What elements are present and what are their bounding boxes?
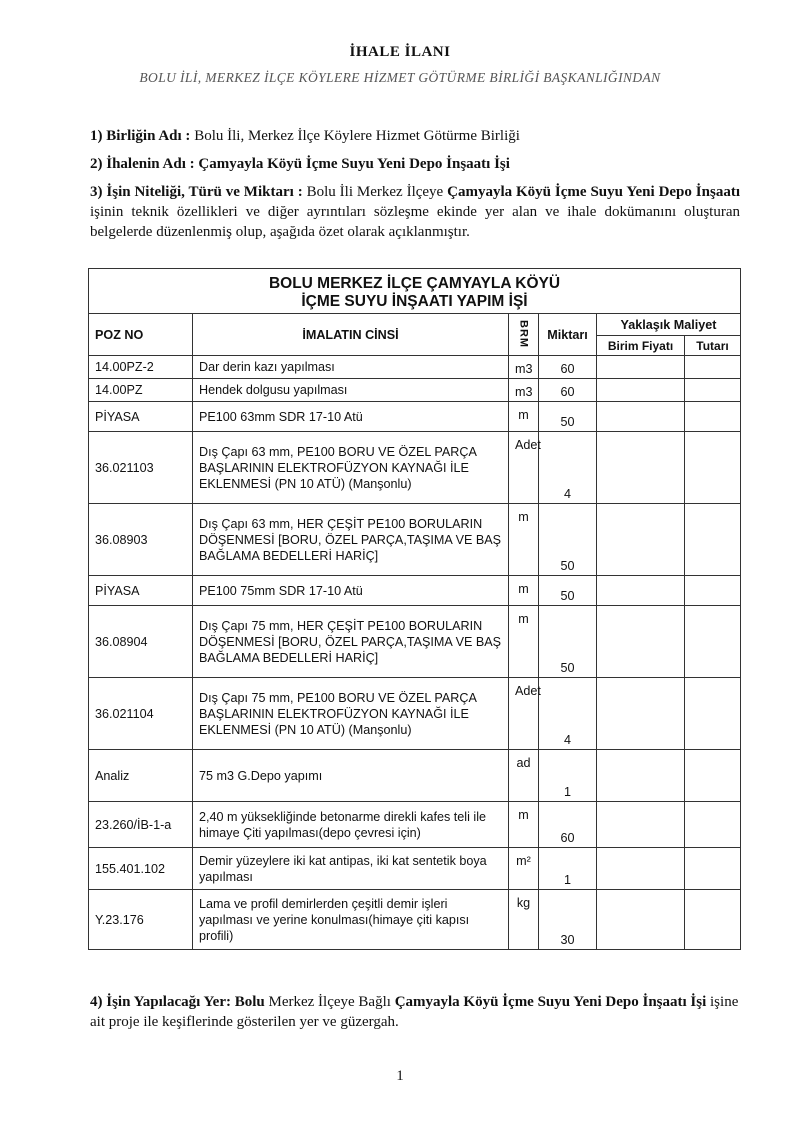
cell-quantity: 1 (539, 848, 597, 890)
cell-imalat: Dış Çapı 63 mm, HER ÇEŞİT PE100 BORULARIN DÖŞENMESİ [BORU, ÖZEL PARÇA,TAŞIMA VE BAŞ BAĞLAMA BEDELLERİ HARİÇ] (193, 504, 509, 576)
cell-birim-fiyati (597, 576, 685, 606)
cell-birim-fiyati (597, 802, 685, 848)
cell-imalat: 75 m3 G.Depo yapımı (193, 750, 509, 802)
table-row (89, 379, 741, 402)
cell-poz-no: Y.23.176 (89, 890, 193, 950)
cell-poz-no: 36.021103 (89, 432, 193, 504)
table-row (89, 356, 741, 379)
cell-unit: m (509, 576, 539, 606)
cell-poz-no: 14.00PZ-2 (89, 356, 193, 379)
cell-poz-no: Analiz (89, 750, 193, 802)
cell-tutari (685, 802, 741, 848)
header-birim-fiyati: Birim Fiyatı (597, 336, 685, 356)
cell-imalat: Dış Çapı 63 mm, PE100 BORU VE ÖZEL PARÇA BAŞLARININ ELEKTROFÜZYON KAYNAĞI İLE EKLENMESİ (PN 10 ATÜ) (Manşonlu) (193, 432, 509, 504)
item-2-label: 2) İhalenin Adı : Çamyayla Köyü İçme Suyu Yeni Depo İnşaatı İşi (90, 156, 510, 172)
cell-birim-fiyati (597, 890, 685, 950)
table-row (89, 678, 741, 750)
cell-birim-fiyati (597, 432, 685, 504)
cell-unit: Adet (509, 432, 539, 504)
cell-tutari (685, 576, 741, 606)
item-4-text-post: işine ait proje ile keşiflerinde gösterilen yer ve güzergah. (90, 994, 739, 1030)
item-2 (90, 154, 740, 174)
item-4-label: 4) İşin Yapılacağı Yer: Bolu (90, 994, 265, 1010)
table-row (89, 606, 741, 678)
cell-imalat: Lama ve profil demirlerden çeşitli demir işleri yapılması ve yerine konulması(himaye çiti kapısı profili) (193, 890, 509, 950)
item-3 (90, 182, 740, 242)
cell-poz-no: 155.401.102 (89, 848, 193, 890)
table-body (89, 356, 741, 950)
item-1-text: Bolu İli, Merkez İlçe Köylere Hizmet Götürme Birliği (190, 128, 520, 144)
cell-imalat: 2,40 m yüksekliğinde betonarme direkli kafes teli ile himaye Çiti yapılması(depo çevresi için) (193, 802, 509, 848)
cell-tutari (685, 890, 741, 950)
cell-birim-fiyati (597, 504, 685, 576)
cell-imalat: Dar derin kazı yapılması (193, 356, 509, 379)
table-row (89, 890, 741, 950)
cell-quantity: 60 (539, 356, 597, 379)
cell-imalat: Demir yüzeylere iki kat antipas, iki kat sentetik boya yapılması (193, 848, 509, 890)
header-imalat: İMALATIN CİNSİ (193, 314, 509, 356)
cell-quantity: 1 (539, 750, 597, 802)
table-caption-line-1: BOLU MERKEZ İLÇE ÇAMYAYLA KÖYÜ (268, 275, 561, 292)
page-subtitle: BOLU İLİ, MERKEZ İLÇE KÖYLERE HİZMET GÖTÜRME BİRLİĞİ BAŞKANLIĞINDAN (139, 70, 661, 85)
header-brm: BRM (509, 314, 539, 356)
cell-quantity: 60 (539, 379, 597, 402)
cell-unit: m² (509, 848, 539, 890)
cell-poz-no: 23.260/İB-1-a (89, 802, 193, 848)
cell-tutari (685, 848, 741, 890)
cell-poz-no: 14.00PZ (89, 379, 193, 402)
cell-poz-no: 36.08904 (89, 606, 193, 678)
item-3-text-post: işinin teknik özellikleri ve diğer ayrıntıları sözleşme ekinde yer alan ve ihale dokümanını oluşturan belgelerde düzenlenmiş olup, aşağıda özet olarak açıklanmıştır. (90, 204, 740, 240)
cell-imalat: PE100 63mm SDR 17-10 Atü (193, 402, 509, 432)
table-caption (89, 269, 741, 314)
item-3-label: 3) İşin Niteliği, Türü ve Miktarı : (90, 184, 303, 200)
cell-unit: m (509, 402, 539, 432)
cell-imalat: PE100 75mm SDR 17-10 Atü (193, 576, 509, 606)
cell-tutari (685, 678, 741, 750)
cell-unit: m (509, 606, 539, 678)
cell-quantity: 50 (539, 504, 597, 576)
cell-tutari (685, 750, 741, 802)
cell-quantity: 60 (539, 802, 597, 848)
cell-quantity: 4 (539, 432, 597, 504)
cell-poz-no: PİYASA (89, 402, 193, 432)
table-caption-line-2: İÇME SUYU İNŞAATI YAPIM İŞİ (301, 293, 528, 310)
cell-birim-fiyati (597, 678, 685, 750)
cell-tutari (685, 432, 741, 504)
cell-unit: m (509, 802, 539, 848)
cell-birim-fiyati (597, 379, 685, 402)
cell-quantity: 30 (539, 890, 597, 950)
cell-unit: m (509, 504, 539, 576)
table-row (89, 432, 741, 504)
cell-poz-no: 36.021104 (89, 678, 193, 750)
cell-imalat: Dış Çapı 75 mm, HER ÇEŞİT PE100 BORULARIN DÖŞENMESİ [BORU, ÖZEL PARÇA,TAŞIMA VE BAŞ BAĞLAMA BEDELLERİ HARİÇ] (193, 606, 509, 678)
header-yaklasik-maliyet: Yaklaşık Maliyet (597, 314, 741, 336)
cell-imalat: Hendek dolgusu yapılması (193, 379, 509, 402)
cell-poz-no: PİYASA (89, 576, 193, 606)
header-miktar: Miktarı (539, 314, 597, 356)
cell-tutari (685, 402, 741, 432)
item-1-label: 1) Birliğin Adı : (90, 128, 191, 144)
cell-imalat: Dış Çapı 75 mm, PE100 BORU VE ÖZEL PARÇA BAŞLARININ ELEKTROFÜZYON KAYNAĞI İLE EKLENMESİ (PN 10 ATÜ) (Manşonlu) (193, 678, 509, 750)
cell-unit: ad (509, 750, 539, 802)
table-row (89, 750, 741, 802)
cell-birim-fiyati (597, 356, 685, 379)
cell-unit: kg (509, 890, 539, 950)
cell-birim-fiyati (597, 848, 685, 890)
cell-tutari (685, 356, 741, 379)
cell-quantity: 50 (539, 402, 597, 432)
table-row (89, 504, 741, 576)
cell-tutari (685, 606, 741, 678)
cell-unit: Adet (509, 678, 539, 750)
item-3-text-pre: Bolu İli Merkez İlçeye (302, 184, 448, 200)
table-row (89, 802, 741, 848)
page-title: İHALE İLANI (349, 44, 451, 60)
table-row (89, 576, 741, 606)
cell-birim-fiyati (597, 750, 685, 802)
cell-quantity: 50 (539, 576, 597, 606)
cell-unit: m3 (509, 379, 539, 402)
header-poz-no: POZ NO (89, 314, 193, 356)
cost-table (88, 268, 741, 950)
table-row (89, 402, 741, 432)
item-4 (90, 992, 740, 1032)
cell-quantity: 4 (539, 678, 597, 750)
header-tutari: Tutarı (685, 336, 741, 356)
cell-tutari (685, 379, 741, 402)
cell-unit: m3 (509, 356, 539, 379)
table-row (89, 848, 741, 890)
item-1 (90, 126, 740, 146)
item-4-text-bold: Çamyayla Köyü İçme Suyu Yeni Depo İnşaatı İşi (394, 994, 707, 1010)
cell-quantity: 50 (539, 606, 597, 678)
item-3-text-bold: Çamyayla Köyü İçme Suyu Yeni Depo İnşaatı (447, 184, 740, 200)
item-4-text-mid: Merkez İlçeye Bağlı (264, 994, 395, 1010)
cell-tutari (685, 504, 741, 576)
cell-poz-no: 36.08903 (89, 504, 193, 576)
cell-birim-fiyati (597, 402, 685, 432)
cell-birim-fiyati (597, 606, 685, 678)
page-number: 1 (396, 1068, 404, 1084)
